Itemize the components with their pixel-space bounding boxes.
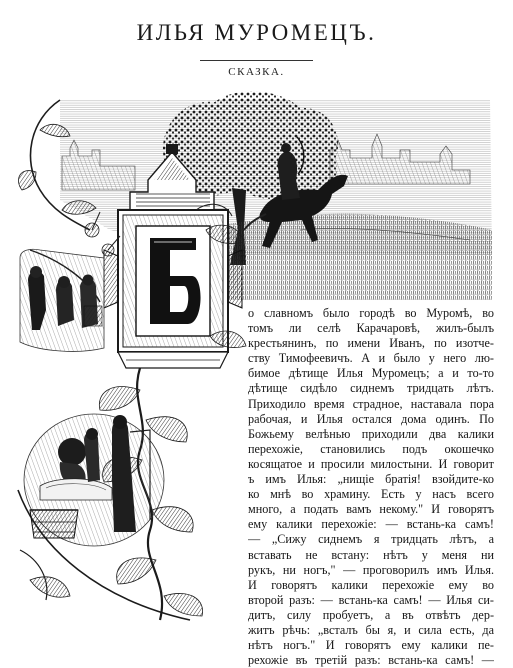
subtitle: СКАЗКА. bbox=[228, 66, 285, 78]
text-line: крестьянинъ, по имени Иванъ, по изотче- bbox=[248, 336, 494, 351]
story-text bbox=[248, 306, 494, 668]
page-title: ИЛЬЯ МУРОМЕЦЪ. bbox=[136, 20, 377, 45]
title-rule bbox=[200, 60, 313, 61]
text-line: ству Тимофеевичъ. А и было у него лю- bbox=[248, 351, 494, 366]
text-line: ко мнѣ во храмину. Есть у насъ всего bbox=[248, 487, 494, 502]
text-line: рехожіе въ третій разъ: встань-ка самъ! — bbox=[248, 653, 494, 668]
text-line: И говорятъ калики перехожіе ему во bbox=[248, 577, 494, 592]
text-line: бимое дѣтище Илья Муромецъ; а и то-то bbox=[248, 366, 494, 381]
ilya-vignette bbox=[24, 414, 164, 546]
text-line: о славномъ было городѣ во Муромѣ, во bbox=[248, 306, 494, 320]
text-line: Божьему велѣнью приходили два калики bbox=[248, 426, 494, 441]
text-line: второй разъ: — встань-ка самъ! — Илья си- bbox=[248, 592, 494, 607]
text-line: вставать не встану: нѣтъ у меня ни bbox=[248, 547, 494, 562]
peasants-vignette bbox=[20, 249, 104, 351]
text-line: дѣтище сидѣло сиднемъ тридцать лѣтъ. bbox=[248, 381, 494, 396]
text-line: рабочая, и Илья остался дома одинъ. По bbox=[248, 411, 494, 426]
text-line: перехожіе, становились подъ окошечко bbox=[248, 441, 494, 456]
text-line: ему калики перехожіе: — встань-ка самъ! bbox=[248, 517, 494, 532]
text-line: дитъ, силу пробуетъ, а въ отвѣтъ дер- bbox=[248, 607, 494, 622]
text-line: нѣтъ ногъ." И говорятъ ему калики пе- bbox=[248, 638, 494, 653]
text-line: косящатое и просили милостыни. И говорит bbox=[248, 456, 494, 471]
text-line: томъ ли селѣ Карачаровѣ, жилъ-былъ bbox=[248, 321, 494, 336]
text-line: — „Сижу сиднемъ я тридцать лѣтъ, а bbox=[248, 532, 494, 547]
text-line: много, а подать вамъ некому." И говорятъ bbox=[248, 502, 494, 517]
text-line: Приходило время страдное, наставала пора bbox=[248, 396, 494, 411]
text-line: ъ имъ Илья: „нищіе братія! взойдите-ко bbox=[248, 472, 494, 487]
text-line: рукъ, ни ногъ," — проговорилъ имъ Илья. bbox=[248, 562, 494, 577]
text-line: житъ рѣчь: „всталъ бы я, и сила есть, да bbox=[248, 622, 494, 637]
